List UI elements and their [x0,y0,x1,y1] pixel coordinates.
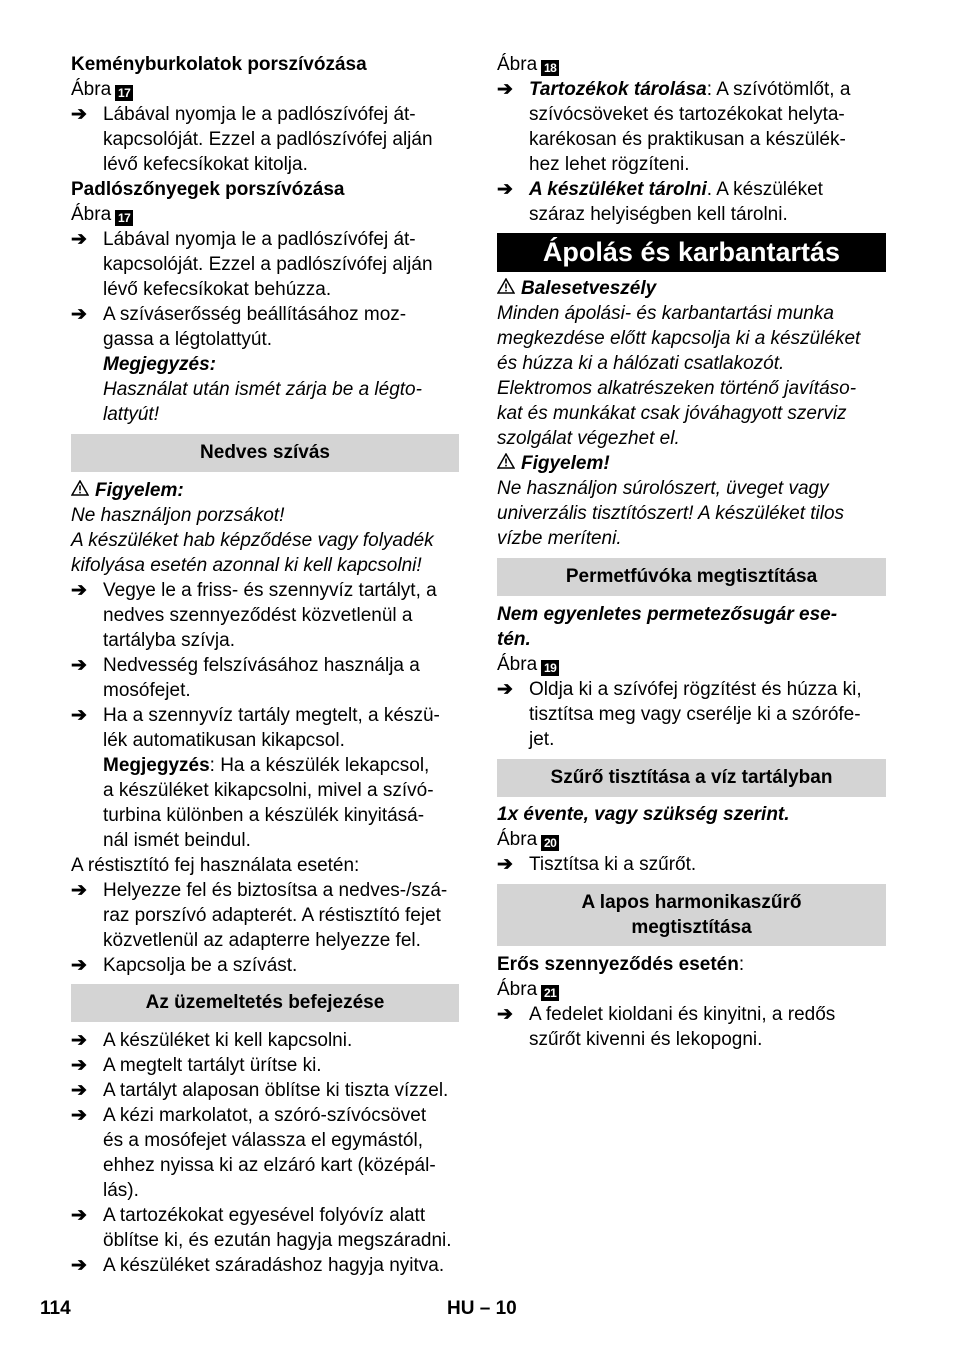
figure-ref: Ábra 21 [497,977,886,1002]
list-item: ➔ A megtelt tartályt ürítse ki. [71,1055,322,1076]
language-page-label: HU – 10 [447,1298,517,1319]
list-item: ➔ Tisztítsa ki a szűrőt. [497,854,697,875]
arrow-right-icon: ➔ [71,580,87,601]
note-text: Megjegyzés: Ha a készülék lekapcsol, a készüléket kikapcsolni, mivel a szívó- turbina különben a készülék kinyitásá- nál ismét beindul. [103,755,434,851]
list-item: ➔ Tartozékok tárolása: A szívótömlőt, a szívócsöveket és tartozékokat helyta- karékosan és praktikusan a készülék- hez lehet rögzíteni. [497,79,851,175]
warning-text: Ne használjon porzsákot! A készüléket hab képződése vagy folyadék kifolyása esetén azonnal ki kell kapcsolni! [71,505,434,576]
arrow-right-icon: ➔ [71,880,87,901]
section-heading-nozzle: Permetfúvóka megtisztítása [497,558,886,596]
arrow-right-icon: ➔ [497,679,513,700]
arrow-right-icon: ➔ [71,229,87,250]
note-title: Megjegyzés: [103,354,216,375]
warning-title: Figyelem: [71,478,459,503]
list-item: ➔ A fedelet kioldani és kinyitni, a redős szűrőt kivenni és lekopogni. [497,1004,836,1050]
arrow-right-icon: ➔ [71,1080,87,1101]
list-item: ➔ Kapcsolja be a szívást. [71,955,298,976]
list-item: ➔ A készüléket ki kell kapcsolni. [71,1030,353,1051]
figure-number-badge: 20 [541,835,559,851]
figure-number-badge: 17 [115,85,133,101]
list-item: ➔ Lábával nyomja le a padlószívófej át- kapcsolóját. Ezzel a padlószívófej alján lévő kefecsíkokat kitolja. [71,104,433,175]
figure-ref: Ábra 18 [497,52,886,77]
arrow-right-icon: ➔ [71,705,87,726]
warning-triangle-icon [497,451,521,476]
filter-frequency: 1x évente, vagy szükség szerint. [497,804,790,825]
list-item: ➔ Nedvesség felszívásához használja a mosófejet. [71,655,420,701]
nozzle-condition: Nem egyenletes permetezősugár ese- tén. [497,604,838,650]
warning-triangle-icon [497,276,521,301]
figure-ref: Ábra 17 [71,77,459,102]
caution-title: Figyelem! [497,451,886,476]
arrow-right-icon: ➔ [71,1205,87,1226]
list-item: ➔ A kézi markolatot, a szóró-szívócsövet és a mosófejet válassza el egymástól, ehhez nyissa ki az elzáró kart (középál- lás). [71,1105,436,1201]
caution-text: Ne használjon súrolószert, üveget vagy univerzális tisztítószert! A készüléket tilos vízbe meríteni. [497,478,845,549]
list-item: ➔ A tartozékokat egyesével folyóvíz alatt öblítse ki, és ezután hagyja megszáradni. [71,1205,452,1251]
arrow-right-icon: ➔ [71,1030,87,1051]
list-item: ➔ Oldja ki a szívófej rögzítést és húzza ki, tisztítsa meg vagy cserélje ki a szórófe- jet. [497,679,862,750]
arrow-right-icon: ➔ [497,179,513,200]
figure-ref: Ábra 17 [71,202,459,227]
section-heading-filter: Szűrő tisztítása a víz tartályban [497,759,886,797]
arrow-right-icon: ➔ [497,1004,513,1025]
section-title-hard-floor: Keményburkolatok porszívózása [71,54,367,75]
list-item: ➔ Helyezze fel és biztosítsa a nedves-/szá- raz porszívó adapterét. A réstisztító fejet közvetlenül az adapterre helyezze fel. [71,880,448,951]
section-title-carpet: Padlószőnyegek porszívózása [71,179,345,200]
arrow-right-icon: ➔ [497,854,513,875]
warning-triangle-icon [71,478,95,503]
arrow-right-icon: ➔ [71,955,87,976]
right-column [497,52,886,1052]
section-heading-wet: Nedves szívás [71,434,459,472]
arrow-right-icon: ➔ [71,655,87,676]
section-heading-end: Az üzemeltetés befejezése [71,984,459,1022]
danger-text: Minden ápolási- és karbantartási munka megkezdése előtt kapcsolja ki a készüléket és húzza ki a hálózati csatlakozót. Elektromos alkatrészeken történő javításo- kat és munkákat csak jóváhagyott szerviz szolgálat végezhet el. [497,303,861,449]
list-item: ➔ A szíváserősség beállításához moz- gassa a légtolattyút. [71,304,407,350]
gap-tool-intro: A réstisztító fej használata esetén: [71,855,360,876]
arrow-right-icon: ➔ [71,304,87,325]
arrow-right-icon: ➔ [71,1255,87,1276]
figure-ref: Ábra 19 [497,652,886,677]
chapter-heading: Ápolás és karbantartás [497,233,886,272]
figure-ref: Ábra 20 [497,827,886,852]
list-item: ➔ A készüléket száradáshoz hagyja nyitva. [71,1255,445,1276]
figure-number-badge: 18 [541,60,559,76]
flat-filter-condition: Erős szennyeződés esetén: [497,954,745,975]
list-item: ➔ Vegye le a friss- és szennyvíz tartályt, a nedves szennyeződést közvetlenül a tartályba szívja. [71,580,437,651]
figure-number-badge: 21 [541,985,559,1001]
arrow-right-icon: ➔ [71,1105,87,1126]
danger-title: Balesetveszély [497,276,886,301]
figure-number-badge: 17 [115,210,133,226]
page-number: 114 [40,1298,71,1319]
arrow-right-icon: ➔ [71,1055,87,1076]
figure-number-badge: 19 [541,660,559,676]
arrow-right-icon: ➔ [71,104,87,125]
arrow-right-icon: ➔ [497,79,513,100]
section-heading-flat-filter: A lapos harmonikaszűrő megtisztítása [497,884,886,946]
list-item: ➔ Lábával nyomja le a padlószívófej át- kapcsolóját. Ezzel a padlószívófej alján lévő kefecsíkokat behúzza. [71,229,433,300]
list-item: ➔ A készüléket tárolni. A készüléket száraz helyiségben kell tárolni. [497,179,823,225]
list-item: ➔ A tartályt alaposan öblítse ki tiszta vízzel. [71,1080,449,1101]
note-text: Használat után ismét zárja be a légto- lattyút! [103,379,422,425]
list-item: ➔ Ha a szennyvíz tartály megtelt, a készü- lék automatikusan kikapcsol. [71,705,440,751]
left-column [71,52,459,1278]
end-list [71,1028,459,1278]
